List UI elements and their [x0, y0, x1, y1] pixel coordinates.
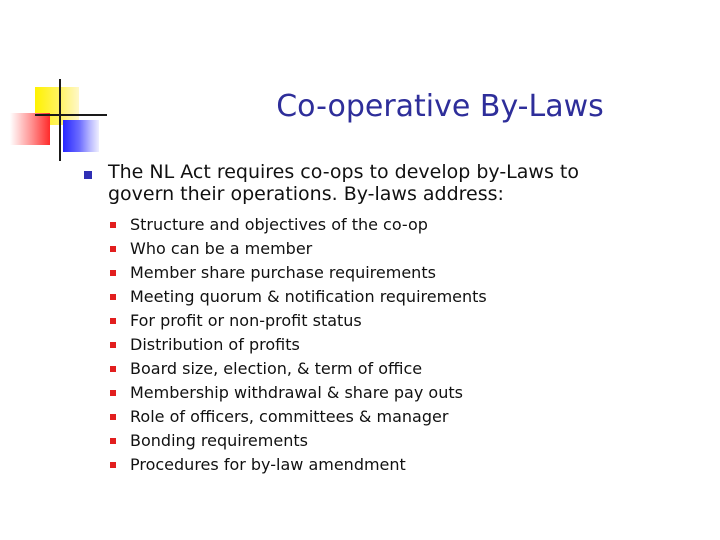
red-square-icon — [10, 113, 50, 145]
bylaw-topics-list — [108, 213, 714, 477]
list-item-text: Structure and objectives of the co-op — [130, 215, 428, 234]
square-bullet-icon — [110, 294, 116, 300]
square-bullet-icon — [110, 390, 116, 396]
slide-title: Co-operative By-Laws — [276, 89, 604, 124]
list-item — [108, 453, 714, 477]
list-item-text: Role of officers, committees & manager — [130, 407, 449, 426]
square-bullet-icon — [110, 246, 116, 252]
list-item — [108, 213, 714, 237]
list-item — [108, 333, 714, 357]
list-item-text: Member share purchase requirements — [130, 263, 436, 282]
square-bullet-icon — [110, 366, 116, 372]
slide-content — [84, 161, 714, 477]
list-item-text: Procedures for by-law amendment — [130, 455, 406, 474]
decorative-squares-logo-icon — [0, 0, 110, 170]
list-item — [108, 237, 714, 261]
vertical-line-icon — [59, 79, 61, 161]
square-bullet-icon — [110, 438, 116, 444]
list-item-text: Who can be a member — [130, 239, 313, 258]
square-bullet-icon — [110, 342, 116, 348]
square-bullet-icon — [84, 171, 92, 179]
list-item — [108, 429, 714, 453]
list-item — [108, 357, 714, 381]
main-bullet-text: The NL Act requires co-ops to develop by-Laws to govern their operations. By-laws address: — [108, 161, 579, 205]
list-item-text: Distribution of profits — [130, 335, 300, 354]
list-item-text: Bonding requirements — [130, 431, 308, 450]
list-item — [108, 405, 714, 429]
square-bullet-icon — [110, 462, 116, 468]
list-item — [108, 261, 714, 285]
square-bullet-icon — [110, 222, 116, 228]
square-bullet-icon — [110, 414, 116, 420]
horizontal-line-icon — [35, 114, 107, 116]
list-item-text: Membership withdrawal & share pay outs — [130, 383, 463, 402]
main-bullet-point — [84, 161, 714, 205]
list-item-text: For profit or non-profit status — [130, 311, 362, 330]
list-item — [108, 309, 714, 333]
list-item — [108, 285, 714, 309]
blue-square-icon — [63, 120, 99, 152]
list-item-text: Meeting quorum & notification requirements — [130, 287, 487, 306]
list-item — [108, 381, 714, 405]
square-bullet-icon — [110, 270, 116, 276]
square-bullet-icon — [110, 318, 116, 324]
list-item-text: Board size, election, & term of office — [130, 359, 423, 378]
